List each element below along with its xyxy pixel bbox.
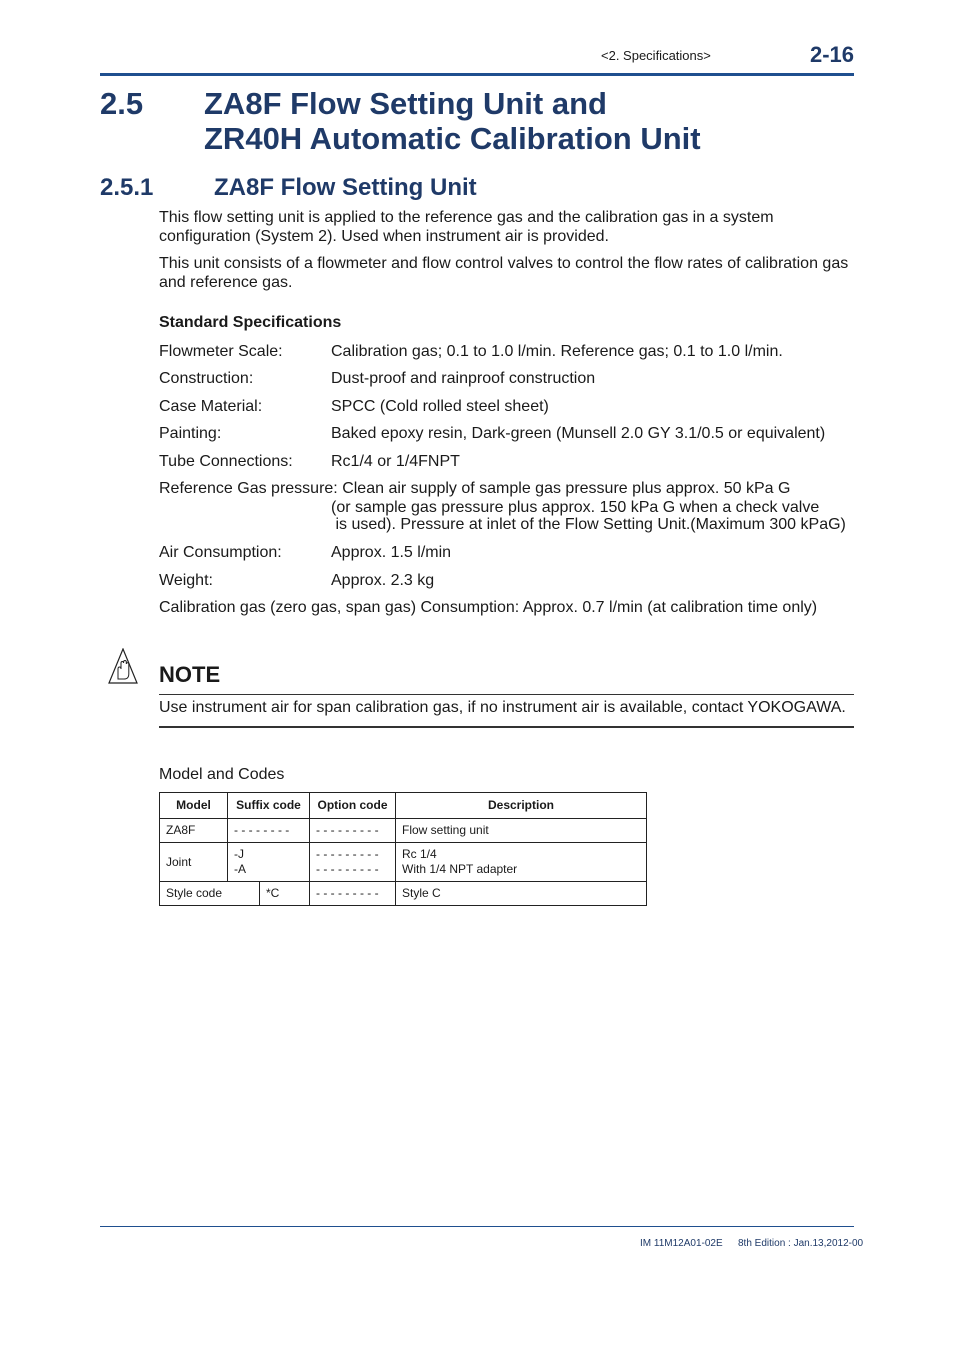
- spec-value-weight: Approx. 2.3 kg: [331, 572, 435, 589]
- option-j: - - - - - - - - -: [316, 847, 379, 861]
- cell-suffix: [228, 843, 310, 882]
- desc-j: Rc 1/4: [402, 847, 437, 861]
- note-text: Use instrument air for span calibration gas, if no instrument air is available, contact YOKOGAWA.: [159, 699, 846, 716]
- table-row: [160, 819, 647, 843]
- spec-label-flowmeter: Flowmeter Scale:: [159, 343, 283, 360]
- footer-rule: [100, 1226, 854, 1227]
- hand-warning-icon: [108, 648, 138, 684]
- cell-option: - - - - - - - - -: [310, 819, 396, 843]
- section-title-line2: ZR40H Automatic Calibration Unit: [204, 121, 701, 156]
- header-option-code: Option code: [310, 793, 396, 819]
- cell-description: Style C: [396, 882, 647, 906]
- spec-ref-gas-line3: is used). Pressure at inlet of the Flow Setting Unit.(Maximum 300 kPaG): [331, 516, 846, 533]
- cell-model: ZA8F: [160, 819, 228, 843]
- header-description: Description: [396, 793, 647, 819]
- footer-edition: 8th Edition : Jan.13,2012-00: [738, 1238, 864, 1249]
- table-row: [160, 843, 647, 882]
- subsection-number: 2.5.1: [100, 174, 154, 201]
- spec-label-air-consumption: Air Consumption:: [159, 544, 282, 561]
- spec-value-painting: Baked epoxy resin, Dark-green (Munsell 2.0 GY 3.1/0.5 or equivalent): [331, 425, 826, 442]
- description-paragraph-line2: and reference gas.: [159, 274, 293, 291]
- header-chapter: <2. Specifications>: [601, 48, 711, 63]
- spec-value-tube-connections: Rc1/4 or 1/4FNPT: [331, 453, 460, 470]
- cell-suffix: - - - - - - - -: [228, 819, 310, 843]
- spec-ref-gas-line2: (or sample gas pressure plus approx. 150 kPa G when a check valve: [331, 499, 820, 516]
- suffix-j: -J: [234, 847, 244, 861]
- description-paragraph-line1: This unit consists of a flowmeter and flow control valves to control the flow rates of calibration gas: [159, 255, 849, 272]
- spec-label-painting: Painting:: [159, 425, 222, 442]
- note-title: NOTE: [159, 662, 221, 687]
- spec-cal-gas-consumption: Calibration gas (zero gas, span gas) Consumption: Approx. 0.7 l/min (at calibration time only): [159, 599, 818, 616]
- spec-label-construction: Construction:: [159, 370, 254, 387]
- spec-label-weight: Weight:: [159, 572, 213, 589]
- model-codes-heading: Model and Codes: [159, 766, 285, 783]
- intro-paragraph-line1: This flow setting unit is applied to the reference gas and the calibration gas in a system: [159, 209, 774, 226]
- note-top-rule: [159, 694, 854, 695]
- header-suffix-code: Suffix code: [228, 793, 310, 819]
- cell-model: Joint: [160, 843, 228, 882]
- cell-suffix: *C: [260, 882, 310, 906]
- cell-description: Flow setting unit: [396, 819, 647, 843]
- table-row: [160, 882, 647, 906]
- footer-doc-id: IM 11M12A01-02E: [640, 1238, 723, 1249]
- model-codes-table: [159, 792, 647, 906]
- suffix-a: -A: [234, 862, 246, 876]
- spec-value-construction: Dust-proof and rainproof construction: [331, 370, 596, 387]
- cell-description: [396, 843, 647, 882]
- cell-model: Style code: [160, 882, 260, 906]
- option-a: - - - - - - - - -: [316, 862, 379, 876]
- specs-heading: Standard Specifications: [159, 314, 342, 331]
- section-number: 2.5: [100, 86, 144, 121]
- page-number: 2-16: [809, 42, 854, 67]
- spec-label-case-material: Case Material:: [159, 398, 263, 415]
- header-model: Model: [160, 793, 228, 819]
- spec-label-tube-connections: Tube Connections:: [159, 453, 293, 470]
- section-title-line1: ZA8F Flow Setting Unit and: [204, 86, 607, 121]
- header-rule: [100, 73, 854, 76]
- spec-value-air-consumption: Approx. 1.5 l/min: [331, 544, 452, 561]
- spec-ref-gas-line1: Reference Gas pressure: Clean air supply of sample gas pressure plus approx. 50 kPa G: [159, 480, 791, 497]
- spec-value-case-material: SPCC (Cold rolled steel sheet): [331, 398, 549, 415]
- table-header-row: [160, 793, 647, 819]
- intro-paragraph-line2: configuration (System 2). Used when instrument air is provided.: [159, 228, 609, 245]
- cell-option: [310, 843, 396, 882]
- spec-value-flowmeter: Calibration gas; 0.1 to 1.0 l/min. Reference gas; 0.1 to 1.0 l/min.: [331, 343, 783, 360]
- subsection-title: ZA8F Flow Setting Unit: [214, 174, 477, 201]
- cell-option: - - - - - - - - -: [310, 882, 396, 906]
- note-bottom-rule: [159, 726, 854, 728]
- desc-a: With 1/4 NPT adapter: [402, 862, 518, 876]
